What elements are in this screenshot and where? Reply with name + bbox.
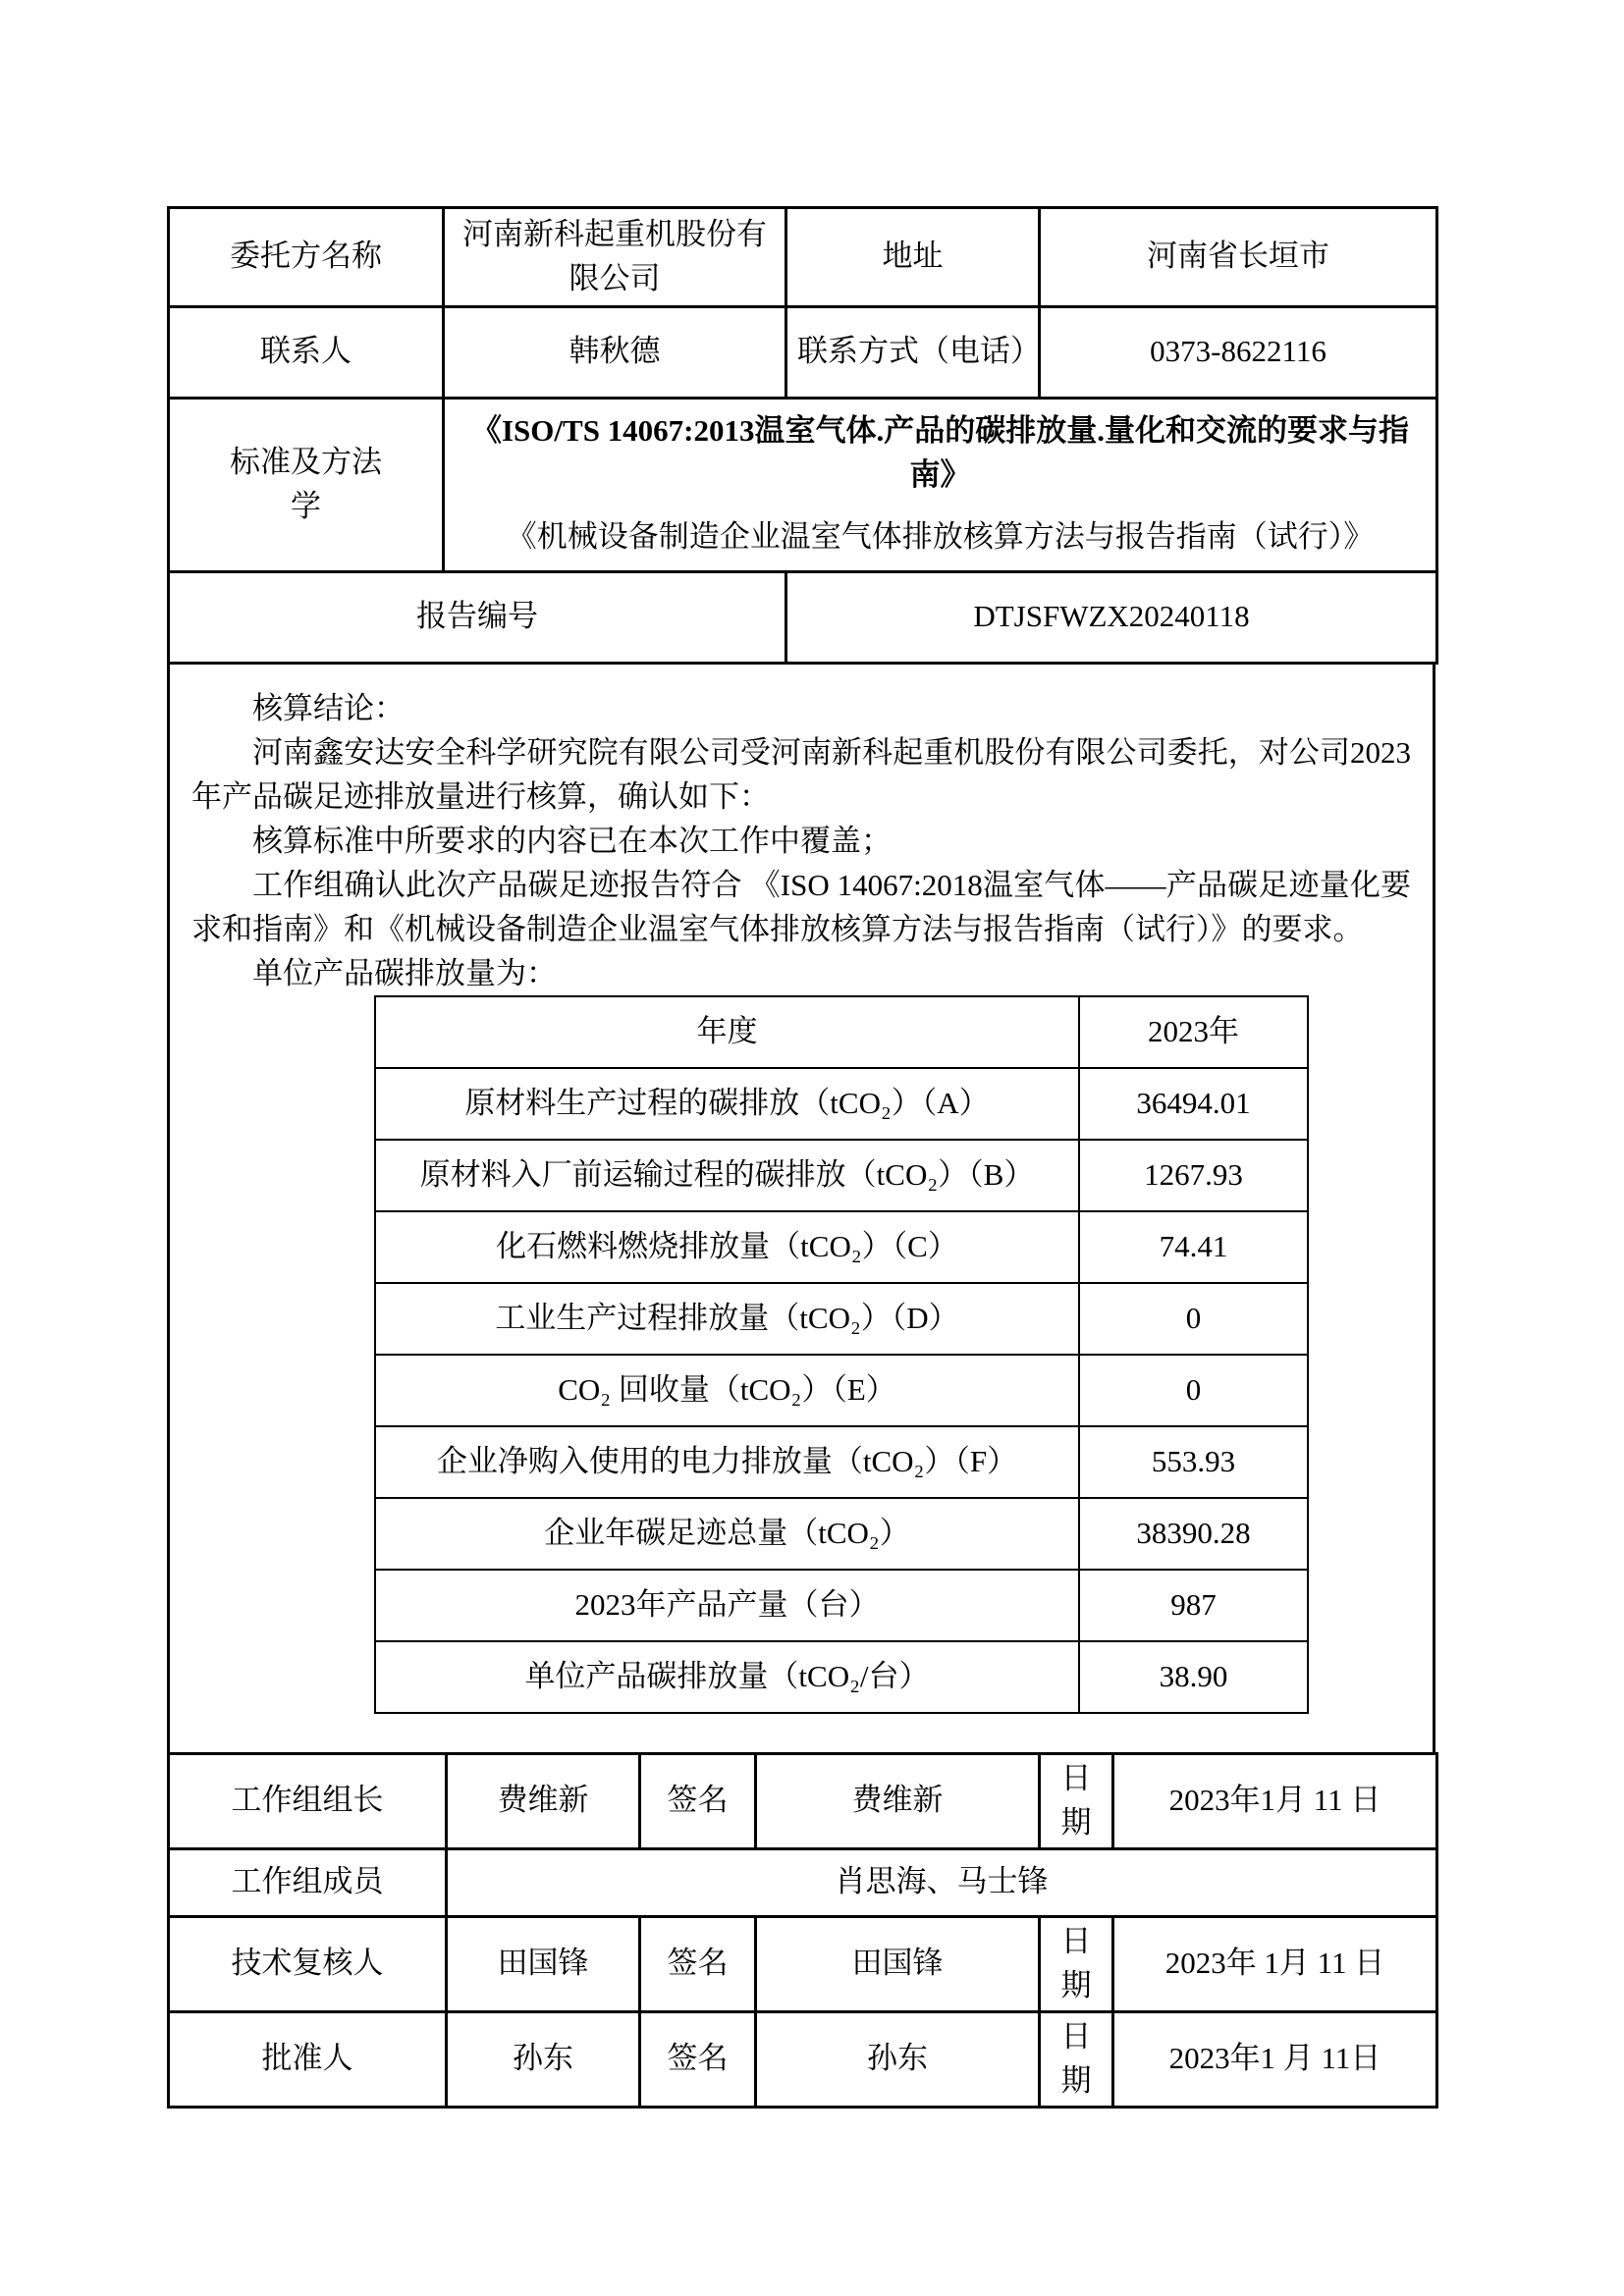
signature-table — [167, 1752, 1438, 2109]
contact-person-value: 韩秋德 — [444, 306, 786, 398]
signature-label: 签名 — [640, 1753, 756, 1848]
table-row — [169, 208, 1437, 307]
contact-phone-value: 0373-8622116 — [1040, 306, 1437, 398]
signature-label: 签名 — [640, 1916, 756, 2011]
emission-row-value: 0 — [1079, 1355, 1308, 1426]
report-number-value: DTJSFWZX20240118 — [786, 571, 1437, 663]
team-leader-label: 工作组组长 — [169, 1753, 447, 1848]
approver-signature: 孙东 — [756, 2011, 1040, 2107]
standards-label-text: 标准及方法学 — [230, 444, 382, 523]
table-row — [375, 1140, 1308, 1211]
emission-row-label: 单位产品碳排放量（tCO₂/台） — [375, 1641, 1079, 1713]
technical-reviewer-label: 技术复核人 — [169, 1916, 447, 2011]
date-label: 日期 — [1040, 2011, 1113, 2107]
table-row — [375, 1283, 1308, 1355]
table-row — [169, 2011, 1437, 2107]
emission-row-value: 553.93 — [1079, 1426, 1308, 1498]
signature-label: 签名 — [640, 2011, 756, 2107]
standards-label — [169, 398, 444, 571]
date-label: 日期 — [1040, 1753, 1113, 1848]
standards-cell — [444, 398, 1437, 571]
info-table — [167, 206, 1438, 665]
conclusion-paragraph-3: 工作组确认此次产品碳足迹报告符合 《ISO 14067:2018温室气体——产品碳足迹量化要求和指南》和《机械设备制造企业温室气体排放核算方法与报告指南（试行）》的要求。 — [191, 867, 1411, 946]
emission-row-value: 987 — [1079, 1570, 1308, 1641]
table-row — [169, 1916, 1437, 2011]
client-name-value: 河南新科起重机股份有限公司 — [444, 208, 786, 307]
conclusion-heading: 核算结论： — [252, 690, 405, 725]
report-number-label: 报告编号 — [169, 571, 786, 663]
team-leader-signature: 费维新 — [756, 1753, 1040, 1848]
approver-name: 孙东 — [447, 2011, 640, 2107]
team-leader-date: 2023年1月 11 日 — [1113, 1753, 1437, 1848]
table-row — [375, 1570, 1308, 1641]
emission-row-label: 工业生产过程排放量（tCO₂）（D） — [375, 1283, 1079, 1355]
team-leader-name: 费维新 — [447, 1753, 640, 1848]
approver-label: 批准人 — [169, 2011, 447, 2107]
emission-row-label: CO₂ 回收量（tCO₂）（E） — [375, 1355, 1079, 1426]
standard-item-2: 《机械设备制造企业温室气体排放核算方法与报告指南（试行）》 — [506, 519, 1375, 555]
table-row — [169, 571, 1437, 663]
team-members-value: 肖思海、马士锋 — [447, 1848, 1437, 1916]
table-row — [375, 1426, 1308, 1498]
emission-table-intro: 单位产品碳排放量为： — [252, 955, 557, 990]
approver-date: 2023年1 月 11日 — [1113, 2011, 1437, 2107]
conclusion-paragraph-2: 核算标准中所要求的内容已在本次工作中覆盖； — [252, 823, 892, 858]
conclusion-paragraph-1: 河南鑫安达安全科学研究院有限公司受河南新科起重机股份有限公司委托，对公司2023年产品碳足迹排放量进行核算，确认如下： — [191, 734, 1411, 814]
table-row — [169, 398, 1437, 571]
emission-row-label: 企业年碳足迹总量（tCO₂） — [375, 1498, 1079, 1570]
conclusion-section — [167, 665, 1435, 1755]
emission-row-value: 0 — [1079, 1283, 1308, 1355]
contact-phone-label: 联系方式（电话） — [786, 306, 1040, 398]
emission-row-value: 74.41 — [1079, 1211, 1308, 1283]
address-label: 地址 — [786, 208, 1040, 307]
address-value: 河南省长垣市 — [1040, 208, 1437, 307]
emission-row-label: 原材料入厂前运输过程的碳排放（tCO₂）（B） — [375, 1140, 1079, 1211]
year-header-value: 2023年 — [1079, 996, 1308, 1068]
year-header-label: 年度 — [375, 996, 1079, 1068]
client-name-label: 委托方名称 — [169, 208, 444, 307]
contact-person-label: 联系人 — [169, 306, 444, 398]
table-row — [169, 306, 1437, 398]
table-row — [375, 996, 1308, 1068]
report-form — [167, 206, 1435, 2109]
emission-row-value: 38.90 — [1079, 1641, 1308, 1713]
emission-row-label: 原材料生产过程的碳排放（tCO₂）（A） — [375, 1068, 1079, 1140]
table-row — [375, 1211, 1308, 1283]
emission-row-label: 化石燃料燃烧排放量（tCO₂）（C） — [375, 1211, 1079, 1283]
technical-reviewer-signature: 田国锋 — [756, 1916, 1040, 2011]
standard-item-1: 《ISO/TS 14067:2013温室气体.产品的碳排放量.量化和交流的要求与指南》 — [470, 413, 1410, 493]
table-row — [375, 1355, 1308, 1426]
table-row — [375, 1641, 1308, 1713]
emission-row-label: 2023年产品产量（台） — [375, 1570, 1079, 1641]
emission-row-label: 企业净购入使用的电力排放量（tCO₂）（F） — [375, 1426, 1079, 1498]
table-row — [169, 1753, 1437, 1848]
emission-row-value: 1267.93 — [1079, 1140, 1308, 1211]
table-row — [375, 1068, 1308, 1140]
team-members-label: 工作组成员 — [169, 1848, 447, 1916]
date-label: 日期 — [1040, 1916, 1113, 2011]
table-row — [169, 1848, 1437, 1916]
emission-row-value: 36494.01 — [1079, 1068, 1308, 1140]
technical-reviewer-name: 田国锋 — [447, 1916, 640, 2011]
emission-row-value: 38390.28 — [1079, 1498, 1308, 1570]
table-row — [375, 1498, 1308, 1570]
technical-reviewer-date: 2023年 1月 11 日 — [1113, 1916, 1437, 2011]
emission-table — [374, 995, 1309, 1714]
